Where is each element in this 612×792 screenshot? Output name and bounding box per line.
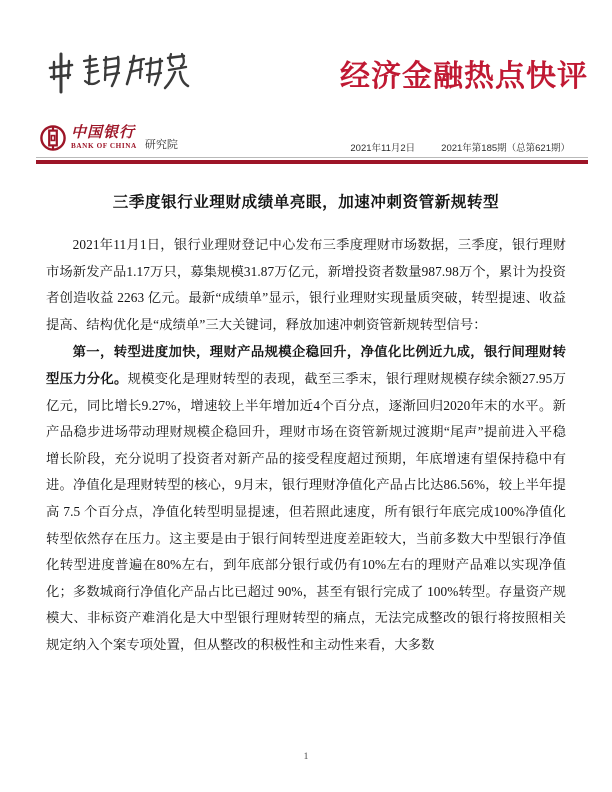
- bank-of-china-logo: [40, 122, 178, 154]
- issue-date: 2021年11月2日: [350, 143, 416, 154]
- calligraphy-icon: [42, 48, 192, 100]
- page-title: 三季度银行业理财成绩单亮眼，加速冲刺资管新规转型: [112, 194, 500, 211]
- paragraph-2: [46, 339, 566, 658]
- issue-number: 2021年第185期（总第621期）: [441, 143, 570, 154]
- paragraph-2-body: 规模变化是理财转型的表现，截至三季末，银行理财规模存续余额27.95万亿元，同比增长9.27%，增速较上半年增加近4个百分点，逐渐回归2020年末的水平。新产品稳步进场带动理财规模企稳回升，理财市场在资管新规过渡期“尾声”提前进入平稳增长阶段，充分说明了投资者对新产品的接受程度超过预期，年底增速有望保持稳中有进。净值化是理财转型的核心，9月末，银行理财净值化产品占比达86.56%，较上半年提高 7.5 个百分点，净值化转型明显提速，但若照此速度，所有银行年底完成100%净值化转型依然存在压力。这主要是由于银行间转型进度差距较大，当前多数大中型银行净值化转型进度普遍在80%左右，到年底部分银行或仍有10%左右的理财产品难以实现净值化；多数城商行净值化产品占比已超过 90%，甚至有银行完成了 100%转型。存量资产规模大、非标资产难消化是大中型银行理财转型的痛点，无法完成整改的银行将按照相关规定纳入个案专项处置，但从整改的积极性和主动性来看，大多数: [46, 370, 567, 652]
- banner-title: 经济金融热点快评: [340, 60, 588, 93]
- issue-line: [350, 140, 570, 154]
- masthead: [0, 0, 612, 178]
- boc-emblem-icon: [40, 125, 66, 151]
- brand-calligraphy-logo: [42, 48, 192, 100]
- paragraph-1-body: 2021年11月1日，银行业理财登记中心发布三季度理财市场数据，三季度，银行理财市场新发产品1.17万只，募集规模31.87万亿元，新增投资者数量987.98万个，累计为投资者创造收益 2263 亿元。最新“成绩单”显示，银行业理财实现量质突破，转型提速、收益提高、结构优化是“成绩单”三大关键词，释放加速冲刺资管新规转型信号：: [46, 237, 566, 332]
- article: [46, 190, 566, 659]
- header-rule-thin: [36, 157, 588, 158]
- paragraph-2-lead: 第一，转型进度加快，理财产品规模企稳回升，净值化比例近九成，银行间理财转型压力分化。: [46, 344, 566, 386]
- boc-chinese-name: 中国银行: [71, 124, 136, 141]
- institute-name: 研究院: [144, 139, 178, 151]
- page-number: 1: [303, 752, 309, 762]
- boc-wordmark: [71, 126, 137, 150]
- header-rule-thick: [36, 160, 588, 164]
- paragraph-1: [46, 232, 566, 338]
- boc-english-name: BANK OF CHINA: [71, 141, 137, 150]
